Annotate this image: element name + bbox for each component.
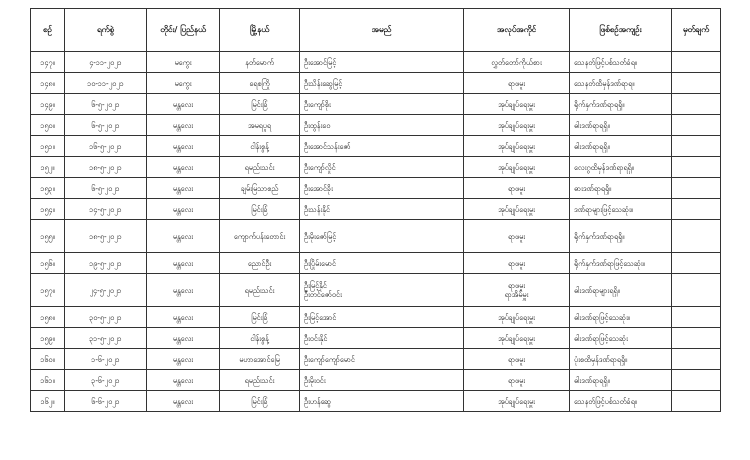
cell-date: ၆-၅-၂၀၂၁ — [65, 115, 147, 136]
col-header-remark: မှတ်ချက် — [672, 9, 721, 52]
cell-job — [464, 370, 570, 391]
cell-region: မန္တလေး — [147, 328, 220, 349]
cell-name — [300, 157, 464, 178]
cell-remark — [672, 199, 721, 220]
table-row — [31, 157, 721, 178]
cell-no: ၁၅၉။ — [31, 328, 65, 349]
cell-no: ၁၅၆။ — [31, 253, 65, 274]
col-header-occupation: အလုပ်အကိုင် — [464, 9, 570, 52]
cell-remark — [672, 253, 721, 274]
cell-remark — [672, 157, 721, 178]
cell-remark — [672, 220, 721, 253]
cell-event: ရိုက်နှက်ဒဏ်ရာရရှိ။ — [570, 220, 672, 253]
table-row — [31, 199, 721, 220]
table-row — [31, 220, 721, 253]
cell-region: မန္တလေး — [147, 178, 220, 199]
cell-event: သေနတ်ဖြင့်ပစ်သတ်ခံရ။ — [570, 52, 672, 73]
cell-name — [300, 52, 464, 73]
cell-region: မန္တလေး — [147, 253, 220, 274]
cell-event: ရိုက်နှက်ဒဏ်ရာဖြင့်သေဆုံး။ — [570, 253, 672, 274]
name-line: ဦးဝင်းနိုင် — [304, 333, 328, 343]
cell-event: ဒဏ်ရာများဖြင့်သေဆုံး။ — [570, 199, 672, 220]
cell-date: ၃၀-၅-၂၀၂၁ — [65, 307, 147, 328]
cell-event: ဓါးဒဏ်ရာဖြင့်သေဆုံး — [570, 328, 672, 349]
name-line: ဦးအောင်သန်းဇော် — [304, 141, 351, 151]
job-line: ရာဖမူး — [507, 231, 526, 241]
cell-remark — [672, 136, 721, 157]
col-header-name: အမည် — [300, 9, 464, 52]
name-line: ဦးမိုးဝင်း — [304, 375, 326, 385]
table-row — [31, 370, 721, 391]
cell-date: ၆-၅-၂၀၂၁ — [65, 94, 147, 115]
cell-name — [300, 274, 464, 307]
cell-no: ၁၄၇။ — [31, 52, 65, 73]
cell-region: မန္တလေး — [147, 307, 220, 328]
name-line: ဦးထွန်းဝေ — [304, 120, 331, 130]
cell-job — [464, 136, 570, 157]
cell-remark — [672, 328, 721, 349]
job-line: အုပ်ချုပ်ရေးမှူး — [498, 396, 535, 406]
cell-event: ပုံးစထိမှန်ဒဏ်ရာရရှိ။ — [570, 349, 672, 370]
job-line: ရာဖမူး — [507, 354, 526, 364]
name-line: ဦးသန်းနိုင် — [304, 204, 331, 214]
cell-name — [300, 370, 464, 391]
cell-name — [300, 94, 464, 115]
job-line: ရာဖမူး — [507, 258, 526, 268]
name-line: ဦးကျော်ကျော်မောင် — [304, 354, 355, 364]
name-line: ဦးကျော်စိုး — [304, 99, 331, 109]
name-line: ဦးအောင်ခိုး — [304, 183, 333, 193]
job-line: ရာဖမူး — [507, 281, 526, 290]
cell-date: ၃၁-၅-၂၀၂၁ — [65, 328, 147, 349]
cell-remark — [672, 94, 721, 115]
cell-event: ဓားဒဏ်ရာရရှိ။ — [570, 178, 672, 199]
cell-date: ၁၈-၅-၂၀၂၁ — [65, 220, 147, 253]
table-row — [31, 349, 721, 370]
cell-job — [464, 328, 570, 349]
cell-region: မန္တလေး — [147, 199, 220, 220]
cell-township: ရမည်းသင်း — [220, 370, 300, 391]
cell-date: ၂၄-၅-၂၀၂၁ — [65, 274, 147, 307]
job-line: အုပ်ချုပ်ရေးမှူး — [498, 162, 535, 172]
cell-region: မန္တလေး — [147, 94, 220, 115]
cell-township: ချမ်းမြသာစည် — [220, 178, 300, 199]
cell-region: မန္တလေး — [147, 349, 220, 370]
cell-remark — [672, 391, 721, 412]
cell-region: မန္တလေး — [147, 220, 220, 253]
cell-event: ဓါးဒဏ်ရာရရှိ။ — [570, 370, 672, 391]
cell-remark — [672, 307, 721, 328]
job-line: အုပ်ချုပ်ရေးမှူး — [498, 333, 535, 343]
table-row — [31, 328, 721, 349]
cell-region: မကွေး — [147, 52, 220, 73]
cell-job — [464, 307, 570, 328]
cell-no: ၁၆၀။ — [31, 349, 65, 370]
cell-event: သေနတ်ဖြင့်ပစ်သတ်ခံရ။ — [570, 391, 672, 412]
cell-date: ၁၀-၁၁-၂၀၂၁ — [65, 73, 147, 94]
name-line: ဦးအောင်မြင့် — [304, 57, 337, 67]
table-row — [31, 73, 721, 94]
cell-date: ၁၈-၅-၂၀၂၁ — [65, 157, 147, 178]
cell-name — [300, 136, 464, 157]
cell-township: မြင်းခြံ — [220, 199, 300, 220]
cell-name — [300, 391, 464, 412]
job-line: အုပ်ချုပ်ရေးမှူး — [498, 141, 535, 151]
table-row — [31, 391, 721, 412]
cell-job — [464, 73, 570, 94]
col-header-township: မြို့နယ် — [220, 9, 300, 52]
cell-event: သေနတ်ထိမှန်ဒဏ်ရာရ။ — [570, 73, 672, 94]
cell-event: ရိုက်နှက်ဒဏ်ရာရရှိ။ — [570, 94, 672, 115]
cell-township: ကျောက်ပန်းတောင်း — [220, 220, 300, 253]
cell-remark — [672, 115, 721, 136]
job-line: အုပ်ချုပ်ရေးမှူး — [498, 204, 535, 214]
col-header-no: စဉ် — [31, 9, 65, 52]
cell-township: ငါန်းစွန့် — [220, 136, 300, 157]
cell-region: မန္တလေး — [147, 274, 220, 307]
cell-date: ၆-၅-၂၀၂၁ — [65, 178, 147, 199]
cell-job — [464, 391, 570, 412]
job-line: ရာဖမူး — [507, 78, 526, 88]
cell-date: ၁၄-၅-၂၀၂၁ — [65, 199, 147, 220]
cell-job — [464, 178, 570, 199]
cell-date: ၁-၆-၂၀၂၁ — [65, 349, 147, 370]
cell-no: ၁၄၈။ — [31, 73, 65, 94]
table-row — [31, 307, 721, 328]
cell-date: ၁၉-၅-၂၀၂၁ — [65, 253, 147, 274]
header-row — [31, 9, 721, 52]
cell-name — [300, 307, 464, 328]
job-line: အုပ်ချုပ်ရေးမှူး — [498, 312, 535, 322]
col-header-date: ရက်စွဲ — [65, 9, 147, 52]
job-line: ရာဖမူး — [507, 375, 526, 385]
cell-name — [300, 349, 464, 370]
cell-township: မြင်းခြံ — [220, 391, 300, 412]
cell-township: ရမည်းသင်း — [220, 274, 300, 307]
cell-remark — [672, 52, 721, 73]
cell-remark — [672, 178, 721, 199]
cell-no: ၁၅၂။ — [31, 157, 65, 178]
cell-no: ၁၅၇။ — [31, 274, 65, 307]
cell-no: ၁၆၁။ — [31, 370, 65, 391]
cell-township: မြင်းခြံ — [220, 307, 300, 328]
cell-job — [464, 52, 570, 73]
cell-job — [464, 349, 570, 370]
cell-job — [464, 220, 570, 253]
cell-no: ၁၅၅။ — [31, 220, 65, 253]
cell-township: မဟာအောင်မြေ — [220, 349, 300, 370]
job-line: အုပ်ချုပ်ရေးမှူး — [498, 120, 535, 130]
job-line: လွှတ်တော်ကိုယ်စား — [491, 57, 542, 67]
name-line: ဦးတင်ဇော်ဝင်း — [304, 290, 342, 299]
table-row — [31, 178, 721, 199]
col-header-incident: ဖြစ်စဉ်အကျဉ်း — [570, 9, 672, 52]
name-line: ဦးသိန်းဆွေမြင့် — [304, 78, 343, 88]
cell-date: ၄-၁၁-၂၀၂၁ — [65, 52, 147, 73]
cell-name — [300, 199, 464, 220]
job-line: ရာဖမူး — [507, 183, 526, 193]
cell-job — [464, 115, 570, 136]
cell-region: မန္တလေး — [147, 370, 220, 391]
cell-job — [464, 157, 570, 178]
name-line: ဦးမြင့်အောင် — [304, 312, 337, 322]
cell-region: မန္တလေး — [147, 136, 220, 157]
cell-event: ဓါးဒဏ်ရာများရရှိ။ — [570, 274, 672, 307]
name-line: ဦးကျော်လှိုင် — [304, 162, 336, 172]
table-row — [31, 136, 721, 157]
table-row — [31, 52, 721, 73]
job-line: အုပ်ချုပ်ရေးမှူး — [498, 99, 535, 109]
incident-table — [30, 8, 721, 412]
cell-remark — [672, 73, 721, 94]
cell-township: မြင်းခြံ — [220, 94, 300, 115]
cell-township: ရေစကြို — [220, 73, 300, 94]
col-header-region: တိုင်း/ ပြည်နယ် — [147, 9, 220, 52]
cell-township: နတ်မောက် — [220, 52, 300, 73]
cell-no: ၁၄၉။ — [31, 94, 65, 115]
cell-no: ၁၅၃။ — [31, 178, 65, 199]
cell-no: ၁၅၈။ — [31, 307, 65, 328]
cell-no: ၁၆၂။ — [31, 391, 65, 412]
cell-no: ၁၅၀။ — [31, 115, 65, 136]
table-row — [31, 115, 721, 136]
cell-region: မန္တလေး — [147, 391, 220, 412]
cell-township: ညောင်ဦး — [220, 253, 300, 274]
name-line: ဦးပြိုမ်းမောင် — [304, 258, 337, 268]
cell-event: ဓါးဒဏ်ရာရရှိ။ — [570, 136, 672, 157]
cell-remark — [672, 274, 721, 307]
cell-name — [300, 178, 464, 199]
cell-date: ၆-၆-၂၀၂၁ — [65, 391, 147, 412]
cell-remark — [672, 370, 721, 391]
cell-event: ဓါးဒဏ်ရာဖြင့်သေဆုံး။ — [570, 307, 672, 328]
cell-job — [464, 199, 570, 220]
table-row — [31, 253, 721, 274]
name-line: ဦးမြင့်နိုင် — [304, 281, 327, 290]
cell-name — [300, 115, 464, 136]
name-line: ဦးမိုးဇော်မြင့် — [304, 231, 337, 241]
cell-name — [300, 73, 464, 94]
name-line: ဦးဟန်ဆွေ — [304, 396, 332, 406]
cell-region: မကွေး — [147, 73, 220, 94]
cell-no: ၁၅၁။ — [31, 136, 65, 157]
cell-job — [464, 274, 570, 307]
cell-township: ရမည်းသင်း — [220, 157, 300, 178]
cell-township: ငါန်းစွန့် — [220, 328, 300, 349]
cell-job — [464, 94, 570, 115]
cell-remark — [672, 349, 721, 370]
cell-event: ဓါးဒဏ်ရာရရှိ။ — [570, 115, 672, 136]
cell-date: ၃-၆-၂၀၂၁ — [65, 370, 147, 391]
cell-region: မန္တလေး — [147, 115, 220, 136]
cell-job — [464, 253, 570, 274]
table-row — [31, 274, 721, 307]
table-row — [31, 94, 721, 115]
cell-township: အမရပူရ — [220, 115, 300, 136]
cell-name — [300, 253, 464, 274]
cell-region: မန္တလေး — [147, 157, 220, 178]
job-line: ရာအိမ်မှူး — [504, 290, 529, 299]
cell-date: ၁၆-၅-၂၀၂၁ — [65, 136, 147, 157]
cell-name — [300, 220, 464, 253]
cell-no: ၁၅၄။ — [31, 199, 65, 220]
cell-event: လေးဂွထိမှန်ဒဏ်ရာရရှိ။ — [570, 157, 672, 178]
cell-name — [300, 328, 464, 349]
